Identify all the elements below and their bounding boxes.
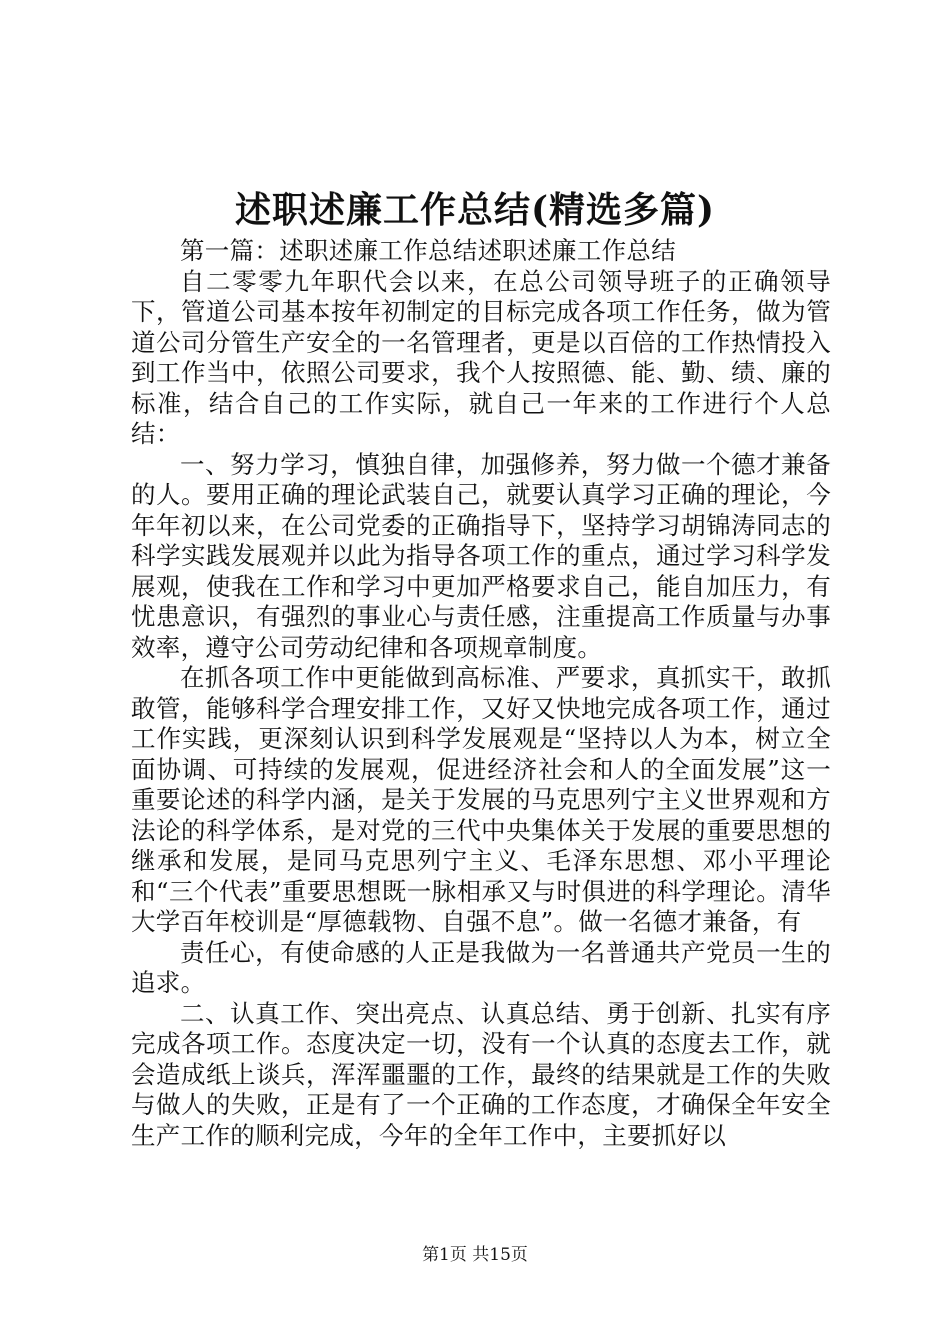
paragraph: 自二零零九年职代会以来，在总公司领导班子的正确领导下，管道公司基本按年初制定的目标完成各项工作任务，做为管道公司分管生产安全的一名管理者，更是以百倍的工作热情投入到工作当中，依照公司要求，我个人按照德、能、勤、绩、廉的标准，结合自己的工作实际，就自己一年来的工作进行个人总结：	[131, 266, 831, 448]
document-body	[131, 236, 831, 1151]
document-title: 述职述廉工作总结(精选多篇)	[234, 189, 716, 231]
paragraph: 二、认真工作、突出亮点、认真总结、勇于创新、扎实有序完成各项工作。态度决定一切，没有一个认真的态度去工作，就会造成纸上谈兵，浑浑噩噩的工作，最终的结果就是工作的失败与做人的失败，正是有了一个正确的工作态度，才确保全年安全生产工作的顺利完成，今年的全年工作中，主要抓好以	[131, 998, 831, 1150]
paragraph: 一、努力学习，慎独自律，加强修养，努力做一个德才兼备的人。要用正确的理论武装自己，就要认真学习正确的理论，今年年初以来，在公司党委的正确指导下，坚持学习胡锦涛同志的科学实践发展观并以此为指导各项工作的重点，通过学习科学发展观，使我在工作和学习中更加严格要求自己，能自加压力，有忧患意识，有强烈的事业心与责任感，注重提高工作质量与办事效率，遵守公司劳动纪律和各项规章制度。	[131, 449, 831, 662]
paragraph: 在抓各项工作中更能做到高标准、严要求，真抓实干，敢抓敢管，能够科学合理安排工作，又好又快地完成各项工作，通过工作实践，更深刻认识到科学发展观是“坚持以人为本，树立全面协调、可持续的发展观，促进经济社会和人的全面发展”这一重要论述的科学内涵，是关于发展的马克思列宁主义世界观和方法论的科学体系，是对党的三代中央集体关于发展的重要思想的继承和发展，是同马克思列宁主义、毛泽东思想、邓小平理论和“三个代表”重要思想既一脉相承又与时俱进的科学理论。清华大学百年校训是“厚德载物、自强不息”。做一名德才兼备，有	[131, 663, 832, 936]
paragraph: 责任心，有使命感的人正是我做为一名普通共产党员一生的追求。	[131, 937, 831, 997]
section-heading: 第一篇：述职述廉工作总结述职述廉工作总结	[180, 236, 676, 265]
page-number-footer: 第1页 共15页	[422, 1245, 528, 1265]
